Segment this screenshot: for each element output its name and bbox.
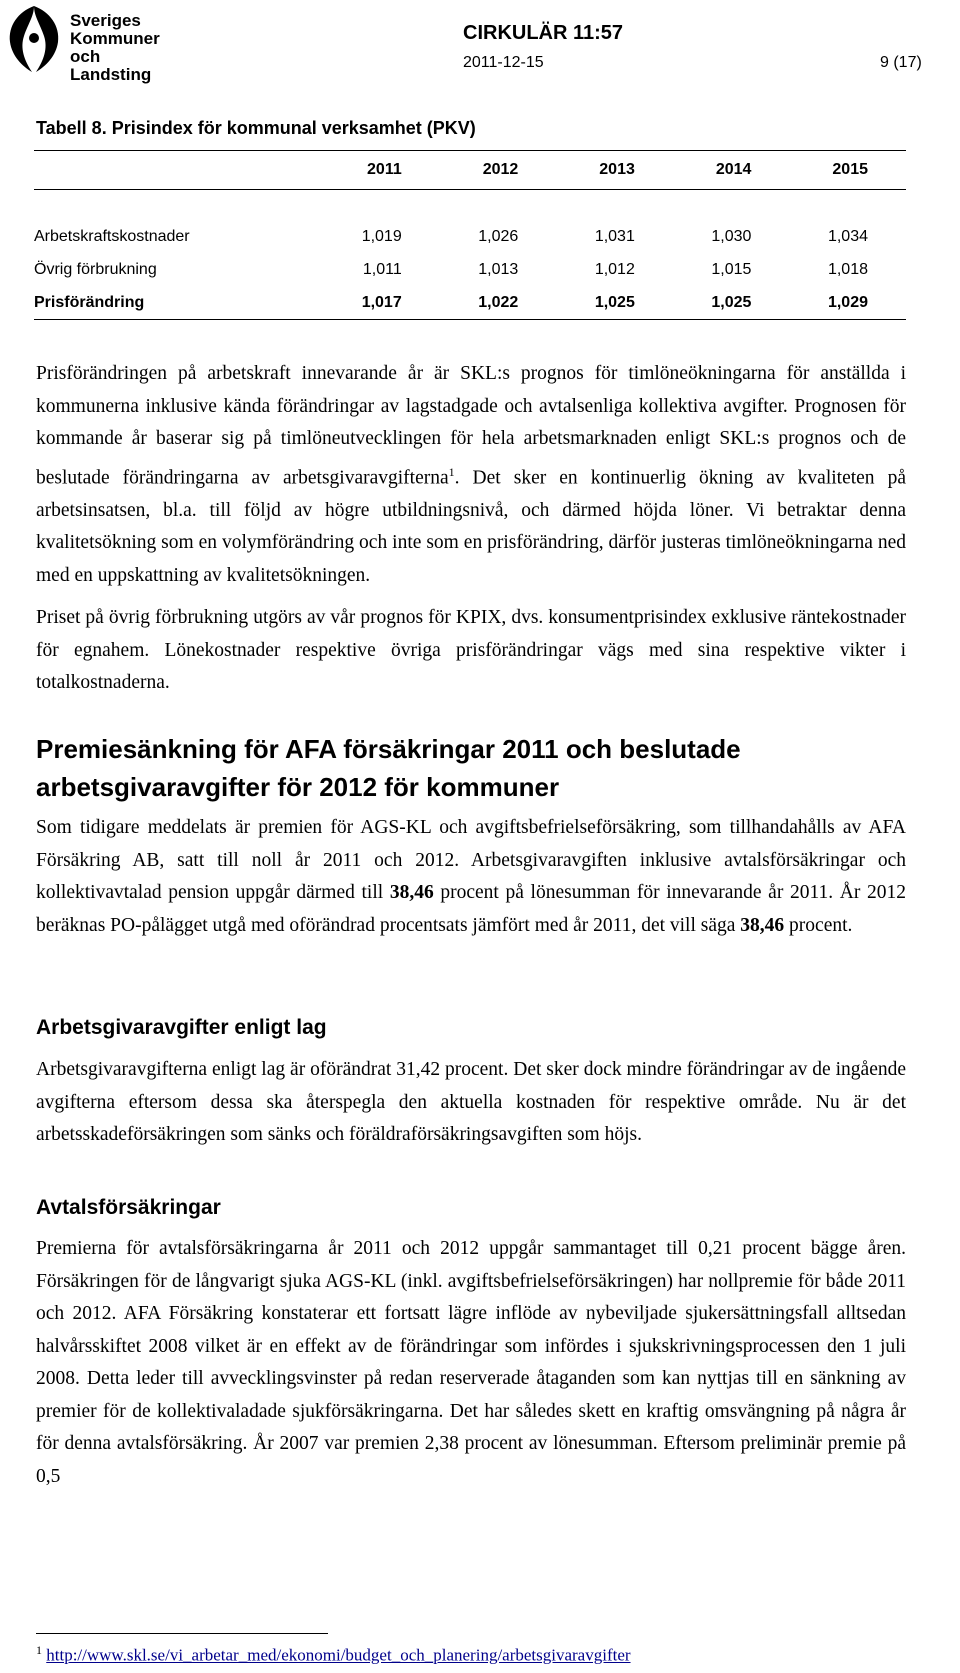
table-cell: 1,031 — [594, 227, 635, 245]
document-title: CIRKULÄR 11:57 — [463, 22, 624, 44]
footnote — [36, 1643, 631, 1666]
section-heading: Avtalsförsäkringar — [36, 1196, 221, 1219]
table-row — [34, 220, 906, 253]
table-cell: 1,015 — [711, 260, 752, 278]
bold-value: 38,46 — [389, 882, 434, 903]
page-number: 9 (17) — [880, 54, 922, 71]
pkv-table — [34, 150, 906, 320]
table-cell: 1,022 — [440, 286, 557, 320]
table-header-empty — [34, 151, 323, 190]
org-name-line1: Sveriges — [70, 11, 141, 30]
paragraph: Premierna för avtalsförsäkringarna år 2011 och 2012 uppgår sammantaget till 0,21 procent bägge åren. Försäkringen för de långvarigt sjuka AGS-KL (inkl. avgiftsbefrielseförsäkringen) har nollpremie för både 2011 och 2012. AFA Försäkring konstaterar ett fortsatt lägre inflöde av nybeviljade sjukersättningsfall alltsedan halvårsskiftet 2008 vilket är en effekt av de förändringar som infördes i sjukskrivningsprocessen den 1 juli 2008. Detta leder till avvecklingsvinster på redan reserverade åtaganden som kan nyttjas till en sänkning av premier för de kollektivaladade sjukförsäkringarna. Det har således skett en kraftig omsvängning på några år för denna avtalsförsäkring. År 2007 var premien 2,38 procent av lönesumman. Eftersom preliminär premie på 0,5 — [36, 1238, 906, 1487]
row-label: Övrig förbrukning — [34, 260, 157, 278]
paragraph: Arbetsgivaravgifterna enligt lag är oförändrat 31,42 procent. Det sker dock mindre förändringar av de ingående avgifterna eftersom dessa ska återspegla den aktuella kostnaden för respektive område. Nu är det arbetsskadeförsäkringen som sänks och föräldraförsäkringsavgiften som höjs. — [36, 1059, 906, 1145]
table-caption: Tabell 8. Prisindex för kommunal verksamhet (PKV) — [36, 118, 476, 138]
table-cell: 1,025 — [673, 286, 790, 320]
table-cell: 1,029 — [789, 286, 906, 320]
row-label: Arbetskraftskostnader — [34, 227, 190, 245]
section-heading: Arbetsgivaravgifter enligt lag — [36, 1016, 327, 1039]
footnote-divider — [36, 1633, 328, 1634]
year-header: 2011 — [367, 161, 402, 178]
table-cell: 1,019 — [361, 227, 402, 245]
bold-value: 38,46 — [740, 914, 785, 936]
footnote-number: 1 — [36, 1643, 42, 1657]
table-row-total — [34, 286, 906, 320]
year-header: 2015 — [832, 161, 868, 178]
org-name-line3: och Landsting — [70, 47, 152, 84]
section4-body — [36, 1233, 906, 1493]
footnote-ref: 1 — [448, 464, 455, 479]
paragraph: Priset på övrig förbrukning utgörs av vår prognos för KPIX, dvs. konsumentprisindex exklusive räntekostnader för egnahem. Lönekostnader respektive övriga prisförändringar vägs med sina respektive vikter i totalkostnaderna. — [36, 607, 906, 693]
table-cell: 1,017 — [323, 286, 440, 320]
table-cell: 1,030 — [711, 227, 752, 245]
year-header: 2014 — [715, 161, 752, 178]
section2-body — [36, 812, 906, 942]
table-cell: 1,013 — [478, 260, 519, 278]
footnote-link[interactable]: http://www.skl.se/vi_arbetar_med/ekonomi/budget_och_planering/arbetsgivaravgifter — [46, 1645, 631, 1665]
year-header: 2012 — [482, 161, 519, 178]
table-cell: 1,018 — [827, 260, 868, 278]
skl-emblem-icon — [4, 4, 64, 74]
year-header: 2013 — [599, 161, 635, 178]
table-cell: 1,034 — [827, 227, 868, 245]
section1-body — [36, 358, 906, 700]
table-cell: 1,026 — [478, 227, 519, 245]
table-cell: 1,011 — [362, 260, 402, 278]
row-label: Prisförändring — [34, 286, 323, 320]
document-date: 2011-12-15 — [463, 54, 544, 71]
section3-body — [36, 1054, 906, 1152]
paragraph: Prisförändringen på arbetskraft innevarande år är SKL:s prognos för timlöneökningarna för anställda i kommunerna inklusive kända förändringar av lagstadgade och avtalsenliga kollektiva avgifter. Prognosen för kommande år baserar sig på timlöneutvecklingen för hela arbetsmarknaden enligt SKL:s prognos och de beslutade förändringarna av arbetsgivaravgifterna$^1$. Det sker en kontinuerlig ökning av kvaliteten på arbetsinsatsen, bl.a. till följd av högre utbildningsnivå, och därmed höjda löner. Vi betraktar denna kvalitetsökning som en volymförändring och inte som en prisförändring, därför justeras timlöneökningarna ned med en uppskattning av kvalitetsökningen. — [36, 363, 906, 586]
paragraph: Som tidigare meddelats är premien för AGS-KL och avgiftsbefrielseförsäkring, som tillhandahålls av AFA Försäkring AB, satt till noll år 2011 och 2012. Arbetsgivaravgiften inklusive avtalsförsäkringar och kollektivavtalad pension uppgår därmed till 38,46 procent på lönesumman för innevarande år 2011. År 2012 beräknas PO-pålägget utgå med oförändrad procentsats jämfört med år 2011, det vill säga 38,46 procent. — [36, 817, 906, 936]
table-header-row — [34, 151, 906, 190]
section-heading: Premiesänkning för AFA försäkringar 2011 och beslutade arbetsgivaravgifter för 2012 för kommuner — [36, 734, 741, 802]
org-name-line2: Kommuner — [70, 29, 160, 48]
skl-logo — [4, 4, 184, 84]
table-cell: 1,025 — [556, 286, 673, 320]
table-cell: 1,012 — [594, 260, 635, 278]
table-row — [34, 253, 906, 286]
